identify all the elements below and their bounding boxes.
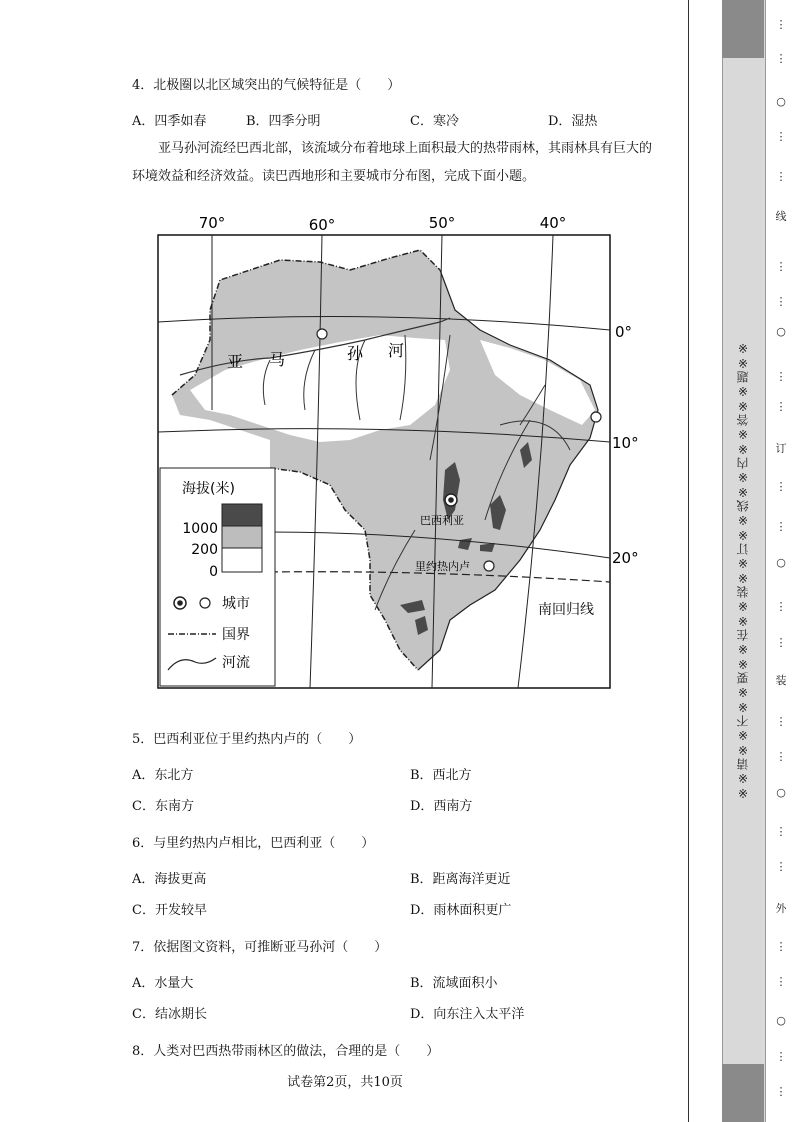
question-8-stem: 8．人类对巴西热带雨林区的做法，合理的是（ ） — [132, 1044, 440, 1059]
brasilia-marker-dot — [448, 497, 454, 503]
question-6-option-a: A．海拔更高 — [132, 872, 207, 887]
legend-swatch-mid — [222, 526, 262, 548]
legend-level-200: 200 — [191, 542, 218, 558]
legend-river-label: 河流 — [222, 655, 250, 671]
longitude-label-70: 70° — [198, 214, 226, 232]
legend-city-label: 城市 — [222, 596, 250, 612]
longitude-label-50: 50° — [428, 214, 456, 232]
question-4-option-a: A．四季如春 — [132, 114, 207, 129]
rio-label: 里约热内卢 — [415, 560, 470, 573]
question-4-stem: 4．北极圈以北区域突出的气候特征是（ ） — [132, 78, 401, 93]
latitude-label-20: 20° — [612, 549, 639, 567]
river-label-char-1: 亚 — [226, 352, 244, 371]
question-4-option-b: B．四季分明 — [246, 114, 321, 129]
question-7-option-d: D．向东注入太平洋 — [410, 1007, 525, 1022]
latitude-label-0: 0° — [615, 323, 633, 341]
binding-dots-column: ⋮ ⋮ ○ ⋮ ⋮ 线 ⋮ ⋮ ○ ⋮ ⋮ 订 ⋮ ⋮ ○ ⋮ ⋮ 装 ⋮ ⋮ ○ ⋮ ⋮ 外 ⋮ ⋮ ○ ⋮ ⋮ — [772, 0, 790, 1122]
legend-swatch-high — [222, 504, 262, 526]
passage-text: 亚马孙河流经巴西北部，该流域分布着地球上面积最大的热带雨林，其雨林具有巨大的环境效益和经济效益。读巴西地形和主要城市分布图，完成下面小题。 — [132, 141, 653, 184]
binding-mark-wai: 外 — [775, 902, 787, 915]
question-5-option-c: C．东南方 — [132, 799, 194, 814]
city-marker-recife — [591, 412, 601, 422]
longitude-label-60: 60° — [308, 216, 336, 234]
question-6-option-b: B．距离海洋更近 — [410, 872, 511, 887]
binding-mark-circle-5: ○ — [776, 1014, 786, 1027]
rio-marker — [484, 561, 494, 571]
longitude-label-40: 40° — [539, 214, 567, 232]
binding-mark-circle-1: ○ — [776, 95, 786, 108]
legend-title: 海拔(米) — [182, 481, 235, 497]
question-7-option-a: A．水量大 — [132, 976, 194, 991]
question-6-stem: 6．与里约热内卢相比，巴西利亚（ ） — [132, 836, 375, 851]
legend-city-icon — [200, 598, 210, 608]
page-footer: 试卷第2页，共10页 — [287, 1075, 403, 1090]
question-7-stem: 7．依据图文资料，可推断亚马孙河（ ） — [132, 940, 388, 955]
brazil-map — [150, 210, 639, 695]
question-5-option-d: D．西南方 — [410, 799, 473, 814]
question-5-option-b: B．西北方 — [410, 768, 472, 783]
question-5-option-a: A．东北方 — [132, 768, 194, 783]
binding-mark-ding: 订 — [775, 442, 787, 455]
question-6-option-c: C．开发较早 — [132, 903, 207, 918]
legend-border-label: 国界 — [222, 627, 250, 643]
binding-mark-xian: 线 — [775, 210, 787, 223]
binding-line — [688, 0, 689, 1122]
river-label-char-2: 马 — [268, 350, 286, 369]
question-5-stem: 5．巴西利亚位于里约热内卢的（ ） — [132, 732, 362, 747]
binding-mark-zhuang: 装 — [775, 674, 787, 687]
question-6-option-d: D．雨林面积更广 — [410, 903, 512, 918]
binding-strip-bottom-block — [722, 1064, 764, 1122]
question-4-option-c: C．寒冷 — [410, 114, 459, 129]
legend-level-1000: 1000 — [182, 521, 218, 537]
river-label-char-3: 孙 — [346, 344, 364, 363]
tropic-label: 南回归线 — [538, 602, 594, 618]
city-marker-manaus — [317, 329, 327, 339]
legend-swatch-low — [222, 548, 262, 572]
question-4-option-d: D．湿热 — [548, 114, 598, 129]
question-7-option-b: B．流域面积小 — [410, 976, 498, 991]
binding-mark-circle-2: ○ — [776, 325, 786, 338]
question-7-option-c: C．结冰期长 — [132, 1007, 207, 1022]
binding-mark-circle-4: ○ — [776, 786, 786, 799]
legend-level-0: 0 — [209, 564, 218, 580]
binding-warning: ※※请※※不※※要※※在※※装※※订※※线※※内※※答※※题※※ — [736, 340, 750, 800]
river-label-char-4: 河 — [387, 341, 405, 360]
binding-strip-top-block — [722, 0, 764, 58]
brasilia-label: 巴西利亚 — [420, 514, 464, 527]
latitude-label-10: 10° — [612, 434, 639, 452]
binding-mark-circle-3: ○ — [776, 556, 786, 569]
